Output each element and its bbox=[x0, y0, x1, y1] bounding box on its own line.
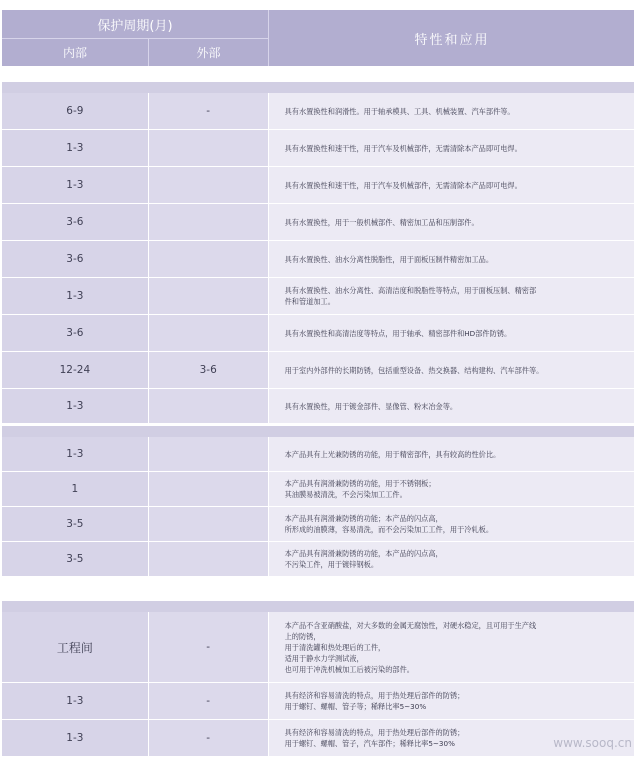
table-group-lubricant bbox=[2, 426, 634, 577]
feature-line: 具有水置换性和速干性，用于汽车及机械部件，无需清除本产品即可电焊。 bbox=[284, 180, 522, 190]
table-row bbox=[2, 130, 634, 167]
cell-inner-period: 3-6 bbox=[2, 315, 149, 351]
cell-features bbox=[269, 204, 634, 240]
cell-inner-period: 3-6 bbox=[2, 204, 149, 240]
feature-line: 具有水置换性、油水分离性、高清洁度和脱脂性等特点，用于面板压制、精密部 bbox=[284, 286, 537, 295]
table-row bbox=[2, 720, 634, 757]
cell-features bbox=[269, 542, 634, 576]
cell-inner-period: 1-3 bbox=[2, 437, 149, 471]
cell-inner-period: 工程间 bbox=[2, 612, 149, 682]
header-protection-period: 保护周期(月) bbox=[2, 10, 268, 39]
table-row bbox=[2, 352, 634, 389]
feature-line: 不污染工件，用于镀锌钢板。 bbox=[284, 560, 379, 569]
table-row bbox=[2, 167, 634, 204]
cell-inner-period: 1-3 bbox=[2, 130, 149, 166]
cell-outer-period bbox=[149, 204, 269, 240]
cell-outer-period bbox=[149, 241, 269, 277]
table-header bbox=[2, 10, 634, 66]
cell-features bbox=[269, 437, 634, 471]
feature-line: 具有水置换性，用于镀金部件、显像管、粉末冶金等。 bbox=[284, 401, 458, 411]
cell-features bbox=[269, 389, 634, 423]
feature-line: 本产品具有上光兼防锈的功能，用于精密部件，具有较高的性价比。 bbox=[284, 449, 501, 459]
cell-outer-period bbox=[149, 130, 269, 166]
feature-line: 用于清洗罐和热处理后的工件， bbox=[284, 642, 386, 652]
cell-features bbox=[269, 315, 634, 351]
cell-features bbox=[269, 507, 634, 541]
cell-features bbox=[269, 93, 634, 129]
cell-outer-period bbox=[149, 167, 269, 203]
feature-line: 具有水置换性和速干性，用于汽车及机械部件，无需清除本产品即可电焊。 bbox=[284, 143, 522, 153]
watermark: www.sooq.cn bbox=[553, 736, 632, 750]
table-row bbox=[2, 389, 634, 424]
header-inner: 内部 bbox=[2, 39, 149, 66]
feature-line: 本产品不含亚硝酸盐，对大多数的金属无腐蚀性，对硬水稳定，且可用于生产线 bbox=[284, 620, 537, 630]
feature-line: 其油膜易被清洗，不会污染加工工件。 bbox=[284, 490, 407, 499]
table-row bbox=[2, 507, 634, 542]
cell-inner-period: 1-3 bbox=[2, 278, 149, 314]
table-row bbox=[2, 204, 634, 241]
cell-inner-period: 6-9 bbox=[2, 93, 149, 129]
cell-outer-period bbox=[149, 507, 269, 541]
feature-line: 上的防锈， bbox=[284, 631, 321, 641]
table-row bbox=[2, 93, 634, 130]
cell-inner-period: 1-3 bbox=[2, 683, 149, 719]
feature-line: 用于室内外部件的长期防锈，包括重型设备、热交换器、结构建构、汽车部件等。 bbox=[284, 365, 544, 375]
header-outer: 外部 bbox=[196, 46, 221, 60]
feature-line: 用于螺钉、螺帽、管子，汽车部件；稀释比率5~30% bbox=[284, 739, 455, 748]
table-group-water-based bbox=[2, 601, 634, 757]
cell-features bbox=[269, 352, 634, 388]
cell-features bbox=[269, 167, 634, 203]
header-features-applications: 特性和应用 bbox=[268, 10, 635, 66]
feature-line: 具有经济和容易清洗的特点，用于热处理后部件的防锈； bbox=[284, 691, 465, 700]
group-divider-bar bbox=[2, 426, 634, 437]
feature-line: 用于螺钉、螺帽、管子等；稀释比率5~30% bbox=[284, 702, 427, 711]
cell-outer-period bbox=[149, 472, 269, 506]
cell-outer-period bbox=[149, 437, 269, 471]
cell-outer-period bbox=[149, 389, 269, 423]
cell-inner-period: 1 bbox=[2, 472, 149, 506]
cell-inner-period: 12-24 bbox=[2, 352, 149, 388]
table-row bbox=[2, 542, 634, 577]
table-group-solvent bbox=[2, 82, 634, 424]
cell-outer-period bbox=[149, 278, 269, 314]
feature-line: 所形成的油膜薄，容易清洗，而不会污染加工工件，用于冷轧板。 bbox=[284, 525, 494, 534]
cell-features bbox=[269, 278, 634, 314]
cell-outer-period: - bbox=[149, 683, 269, 719]
feature-line: 本产品具有润滑兼防锈的功能，用于不锈钢板； bbox=[284, 479, 436, 488]
feature-line: 具有水置换性和润滑性。用于轴承模具、工具、机械装置、汽车部件等。 bbox=[284, 106, 515, 116]
cell-features bbox=[269, 472, 634, 506]
table-row bbox=[2, 683, 634, 720]
table-row bbox=[2, 612, 634, 683]
cell-features bbox=[269, 130, 634, 166]
cell-outer-period: - bbox=[149, 720, 269, 756]
cell-inner-period: 3-6 bbox=[2, 241, 149, 277]
feature-line: 具有水置换性和高清洁度等特点，用于轴承、精密部件和HD部件防锈。 bbox=[284, 328, 512, 338]
group-divider-bar bbox=[2, 601, 634, 612]
feature-line: 本产品具有润滑兼防锈的功能；本产品的闪点高， bbox=[284, 514, 443, 523]
cell-features bbox=[269, 241, 634, 277]
table-row bbox=[2, 437, 634, 472]
cell-inner-period: 1-3 bbox=[2, 720, 149, 756]
feature-line: 也可用于冲洗机械加工后被污染的部件。 bbox=[284, 664, 414, 674]
feature-line: 具有水置换性，用于一般机械部件、精密加工品和压制部件。 bbox=[284, 217, 479, 227]
cell-outer-period bbox=[149, 542, 269, 576]
cell-inner-period: 3-5 bbox=[2, 507, 149, 541]
group-divider-bar bbox=[2, 82, 634, 93]
cell-inner-period: 1-3 bbox=[2, 389, 149, 423]
cell-outer-period: 3-6 bbox=[149, 352, 269, 388]
cell-inner-period: 1-3 bbox=[2, 167, 149, 203]
cell-outer-period: - bbox=[149, 612, 269, 682]
feature-line: 具有水置换性、油水分离性脱脂性，用于面板压制件精密加工品。 bbox=[284, 254, 494, 264]
table-row bbox=[2, 241, 634, 278]
cell-outer-period: - bbox=[149, 93, 269, 129]
feature-line: 具有经济和容易清洗的特点，用于热处理后部件的防锈； bbox=[284, 728, 465, 737]
table-row bbox=[2, 472, 634, 507]
feature-line: 适用于静水力学测试液， bbox=[284, 653, 364, 663]
cell-inner-period: 3-5 bbox=[2, 542, 149, 576]
feature-line: 件和管道加工。 bbox=[284, 297, 335, 306]
table-row bbox=[2, 315, 634, 352]
table-row bbox=[2, 278, 634, 315]
cell-outer-period bbox=[149, 315, 269, 351]
cell-features bbox=[269, 612, 634, 682]
feature-line: 本产品具有润滑兼防锈的功能，本产品的闪点高， bbox=[284, 549, 443, 558]
cell-features bbox=[269, 683, 634, 719]
